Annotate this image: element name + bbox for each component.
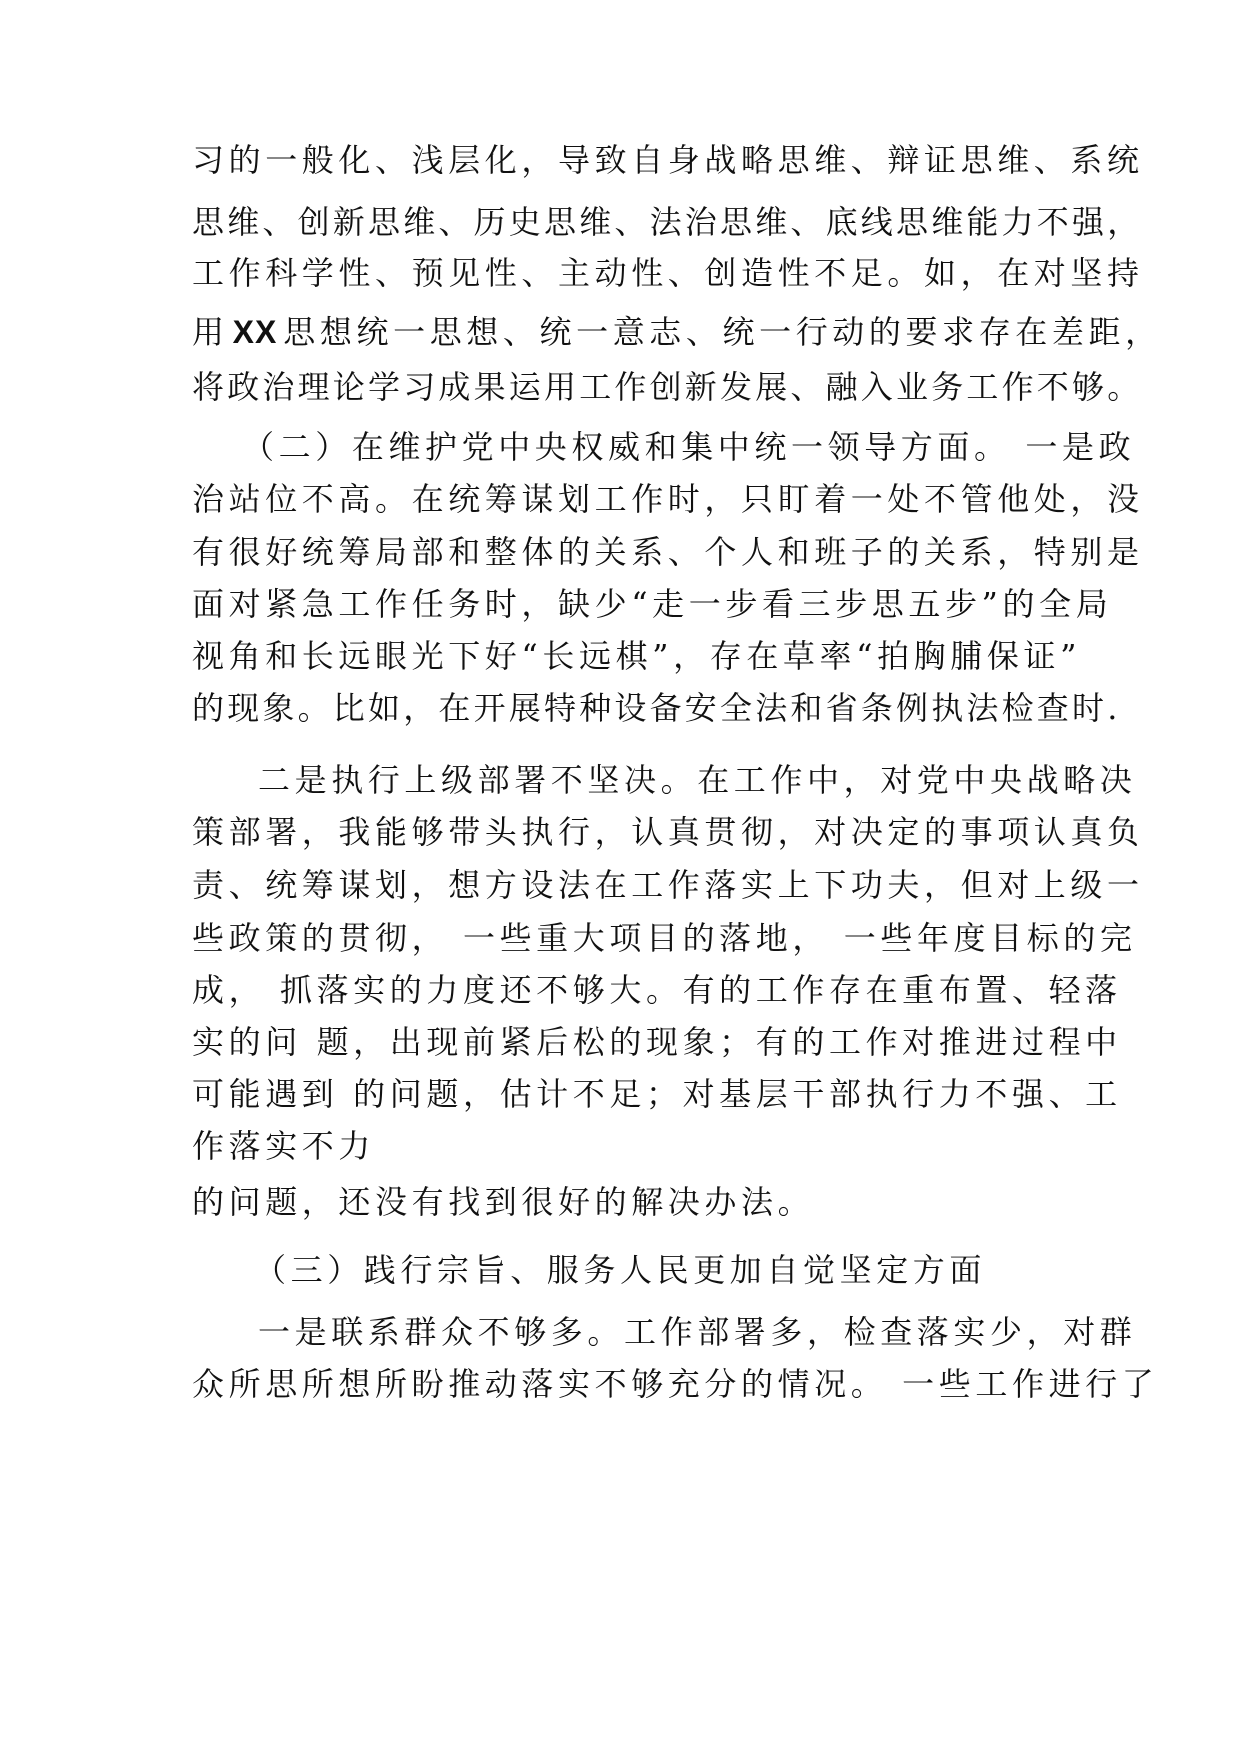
text-line: 将政治理论学习成果运用工作创新发展、融入业务工作不够。 [192,368,1143,406]
text-line: 实的问 题，出现前紧后松的现象；有的工作对推进过程中 [192,1023,1122,1061]
text-line: 些政策的贯彻， 一些重大项目的落地， 一些年度目标的完 [192,919,1137,957]
text-line: 面对紧急工作任务时，缺少“走一步看三步思五步”的全局 [192,585,1113,623]
text-line: 作落实不力 [192,1127,376,1165]
section-heading: （二）在维护党中央权威和集中统一领导方面。 一是政 [242,428,1136,466]
text-line: 视角和长远眼光下好“长远棋”，存在草率“拍胸脯保证” [192,637,1082,675]
text-line: 的问题，还没有找到很好的解决办法。 [192,1183,815,1221]
text-line: 的现象。比如，在开展特种设备安全法和省条例执法检查时. [192,689,1121,727]
text-line: 成， 抓落实的力度还不够大。有的工作存在重布置、轻落 [192,971,1122,1009]
text-line: 工作科学性、预见性、主动性、创造性不足。如，在对坚持 [192,254,1144,292]
section-heading: （三）践行宗旨、服务人民更加自觉坚定方面 [254,1251,987,1289]
text-line: 二是执行上级部署不坚决。在工作中，对党中央战略决 [258,761,1137,799]
bold-placeholder: XX [232,314,278,350]
text-line: 责、统筹谋划，想方设法在工作落实上下功夫，但对上级一 [192,866,1144,904]
text-line: 可能遇到 的问题，估计不足；对基层干部执行力不强、工 [192,1075,1122,1113]
text-line: 众所思所想所盼推动落实不够充分的情况。 一些工作进行了 [192,1365,1159,1403]
text-line: 有很好统筹局部和整体的关系、个人和班子的关系，特别是 [192,533,1144,571]
text-line: 思维、创新思维、历史思维、法治思维、底线思维能力不强， [192,203,1143,241]
text-line: 治站位不高。在统筹谋划工作时，只盯着一处不管他处，没 [192,480,1144,518]
text-line [192,312,1162,352]
text-run: 用 [192,313,229,351]
text-line: 策部署，我能够带头执行，认真贯彻，对决定的事项认真负 [192,813,1144,851]
text-run: 思想统一思想、统一意志、统一行动的要求存在差距， [283,313,1162,351]
text-line: 习的一般化、浅层化，导致自身战略思维、辩证思维、系统 [192,141,1144,179]
text-line: 一是联系群众不够多。工作部署多，检查落实少，对群 [258,1313,1137,1351]
